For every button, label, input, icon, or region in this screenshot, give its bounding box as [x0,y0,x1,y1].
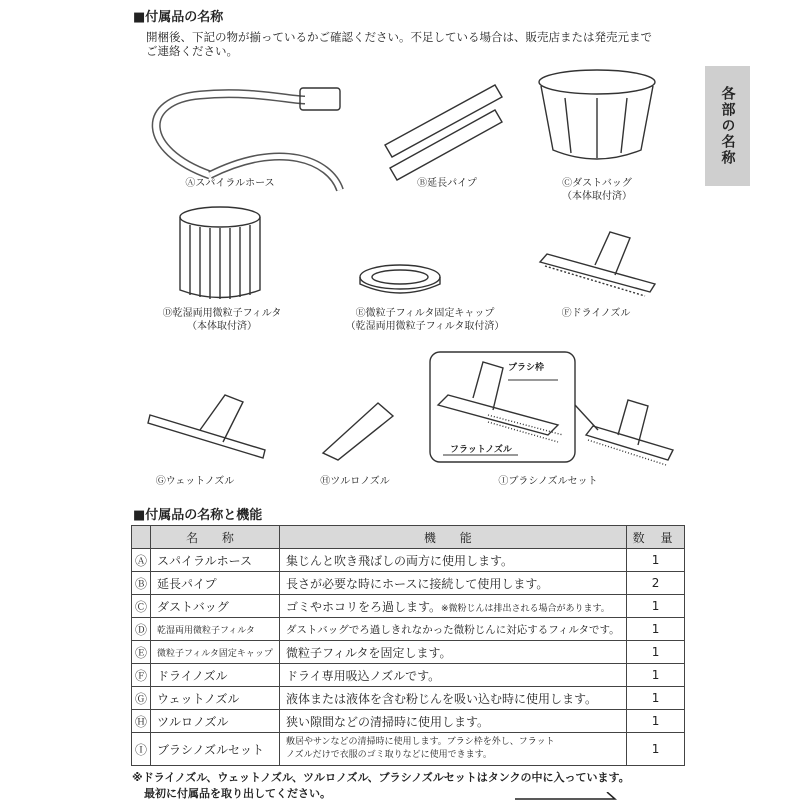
row-function [279,641,626,664]
row-letter: Ⓕ [132,664,151,687]
function-text: 微粒子フィルタを固定します。 [285,645,452,660]
caption-filter-name: Ⓓ乾湿両用微粒子フィルタ [162,308,282,319]
footnote-line-2: 最初に付属品を取り出してください。 [144,787,331,800]
footnote-line-1: ※ドライノズル、ウェットノズル、ツルロノズル、ブラシノズルセットはタンクの中に入っています。 [132,771,630,784]
row-name-text: ブラシノズルセット [157,742,265,757]
label-brush-frame: ブラシ枠 [508,363,545,373]
table-row [132,549,685,572]
row-qty: 1 [626,733,685,766]
intro-line-2: ご連絡ください。 [146,44,238,58]
function-text: ダストバッグでろ過しきれなかった微粉じんに対応するフィルタです。 [285,623,620,636]
table-row [132,618,685,641]
row-qty: 1 [626,687,685,710]
filter-illustration [175,205,265,305]
row-name-text: 乾湿両用微粒子フィルタ [157,626,255,636]
row-qty: 2 [626,572,685,595]
function-text: 集じんと吹き飛ばしの両方に使用します。 [285,553,513,568]
header-name: 名 称 [151,526,280,549]
row-name [151,549,280,572]
row-name [151,618,280,641]
row-function [279,618,626,641]
row-function [279,710,626,733]
row-name-text: スパイラルホース [157,553,253,568]
function-text: 液体または液体を含む粉じんを吸い込む時に使用します。 [285,691,597,706]
row-qty: 1 [626,664,685,687]
function-text: 長さが必要な時にホースに接続して使用します。 [285,576,549,591]
caption-filter-cap [346,307,505,333]
function-text: ゴミやホコリをろ過します。 [285,599,441,614]
header-blank [132,526,151,549]
side-tab[interactable]: 各部の名称 [705,66,750,186]
caption-filter-cap-name: Ⓔ微粒子フィルタ固定キャップ [355,308,495,319]
row-letter: Ⓗ [132,710,151,733]
row-function [279,595,626,618]
table-row [132,595,685,618]
row-name [151,641,280,664]
caption-extension-pipe: Ⓑ延長パイプ [417,178,477,189]
header-qty: 数 量 [626,526,685,549]
intro-text [146,30,652,58]
row-name-text: ツルロノズル [157,714,229,729]
caption-brush-nozzle-set: Ⓘブラシノズルセット [498,476,598,487]
row-letter: Ⓔ [132,641,151,664]
row-function [279,572,626,595]
dust-bag-illustration [535,68,660,168]
table-row [132,664,685,687]
function-text: 狭い隙間などの清掃時に使用します。 [285,714,489,729]
caption-dust-bag-name: Ⓒダストバッグ [562,178,632,189]
row-name-text: ダストバッグ [157,599,229,614]
caption-spiral-hose: Ⓐスパイラルホース [185,178,275,189]
label-flat-nozzle: フラットノズル [450,445,512,455]
section-title-functions: ■付属品の名称と機能 [133,508,263,523]
wet-nozzle-illustration [145,390,270,470]
row-name-text: ウェットノズル [157,691,240,706]
header-function: 機 能 [279,526,626,549]
table-row [132,687,685,710]
row-letter: Ⓖ [132,687,151,710]
spiral-hose-illustration [140,80,360,190]
row-name [151,595,280,618]
table-row [132,710,685,733]
table-row [132,733,685,766]
row-letter: Ⓑ [132,572,151,595]
row-qty: 1 [626,641,685,664]
function-note: ※微粉じんは排出される場合があります。 [440,603,610,614]
row-name [151,664,280,687]
row-letter: Ⓒ [132,595,151,618]
row-letter: Ⓐ [132,549,151,572]
row-name-text: ドライノズル [157,668,228,683]
dry-nozzle-illustration [535,220,660,300]
row-name [151,710,280,733]
extension-pipe-illustration [380,80,510,180]
table-header [132,526,685,549]
row-function [279,549,626,572]
caption-dry-nozzle: Ⓕドライノズル [561,308,631,319]
row-qty: 1 [626,618,685,641]
caption-filter-cap-sub: （乾湿両用微粒子フィルタ取付済） [345,321,505,332]
row-qty: 1 [626,595,685,618]
intro-line-1: 開梱後、下記の物が揃っているかご確認ください。不足している場合は、販売店または発売元まで [146,30,652,44]
row-name [151,572,280,595]
row-name-text: 微粒子フィルタ固定キャップ [157,649,273,659]
accessories-table [131,525,685,766]
table-row [132,572,685,595]
function-text: 敷居やサンなどの清掃時に使用します。ブラシ枠を外し、フラット [285,737,555,747]
function-text-2: ノズルだけで衣服のゴミ取りなどに使用できます。 [285,750,492,760]
caption-filter [163,307,282,333]
section-title-accessories: ■付属品の名称 [133,10,224,25]
table-row [132,641,685,664]
row-qty: 1 [626,710,685,733]
caption-wet-nozzle: Ⓖウェットノズル [155,476,235,487]
next-page-arrow-icon [515,792,625,802]
row-function [279,687,626,710]
row-function [279,733,626,766]
caption-dust-bag-sub: （本体取付済） [562,191,632,202]
caption-filter-sub: （本体取付済） [187,321,257,332]
function-text: ドライ専用吸込ノズルです。 [285,668,441,683]
row-name-text: 延長パイプ [157,576,217,591]
filter-cap-illustration [355,262,445,302]
crevice-nozzle-illustration [318,398,398,463]
caption-dust-bag [562,177,632,203]
row-name [151,733,280,766]
row-qty: 1 [626,549,685,572]
row-letter: Ⓓ [132,618,151,641]
row-name [151,687,280,710]
row-function [279,664,626,687]
caption-crevice-nozzle: Ⓗツルロノズル [320,476,390,487]
row-letter: Ⓘ [132,733,151,766]
